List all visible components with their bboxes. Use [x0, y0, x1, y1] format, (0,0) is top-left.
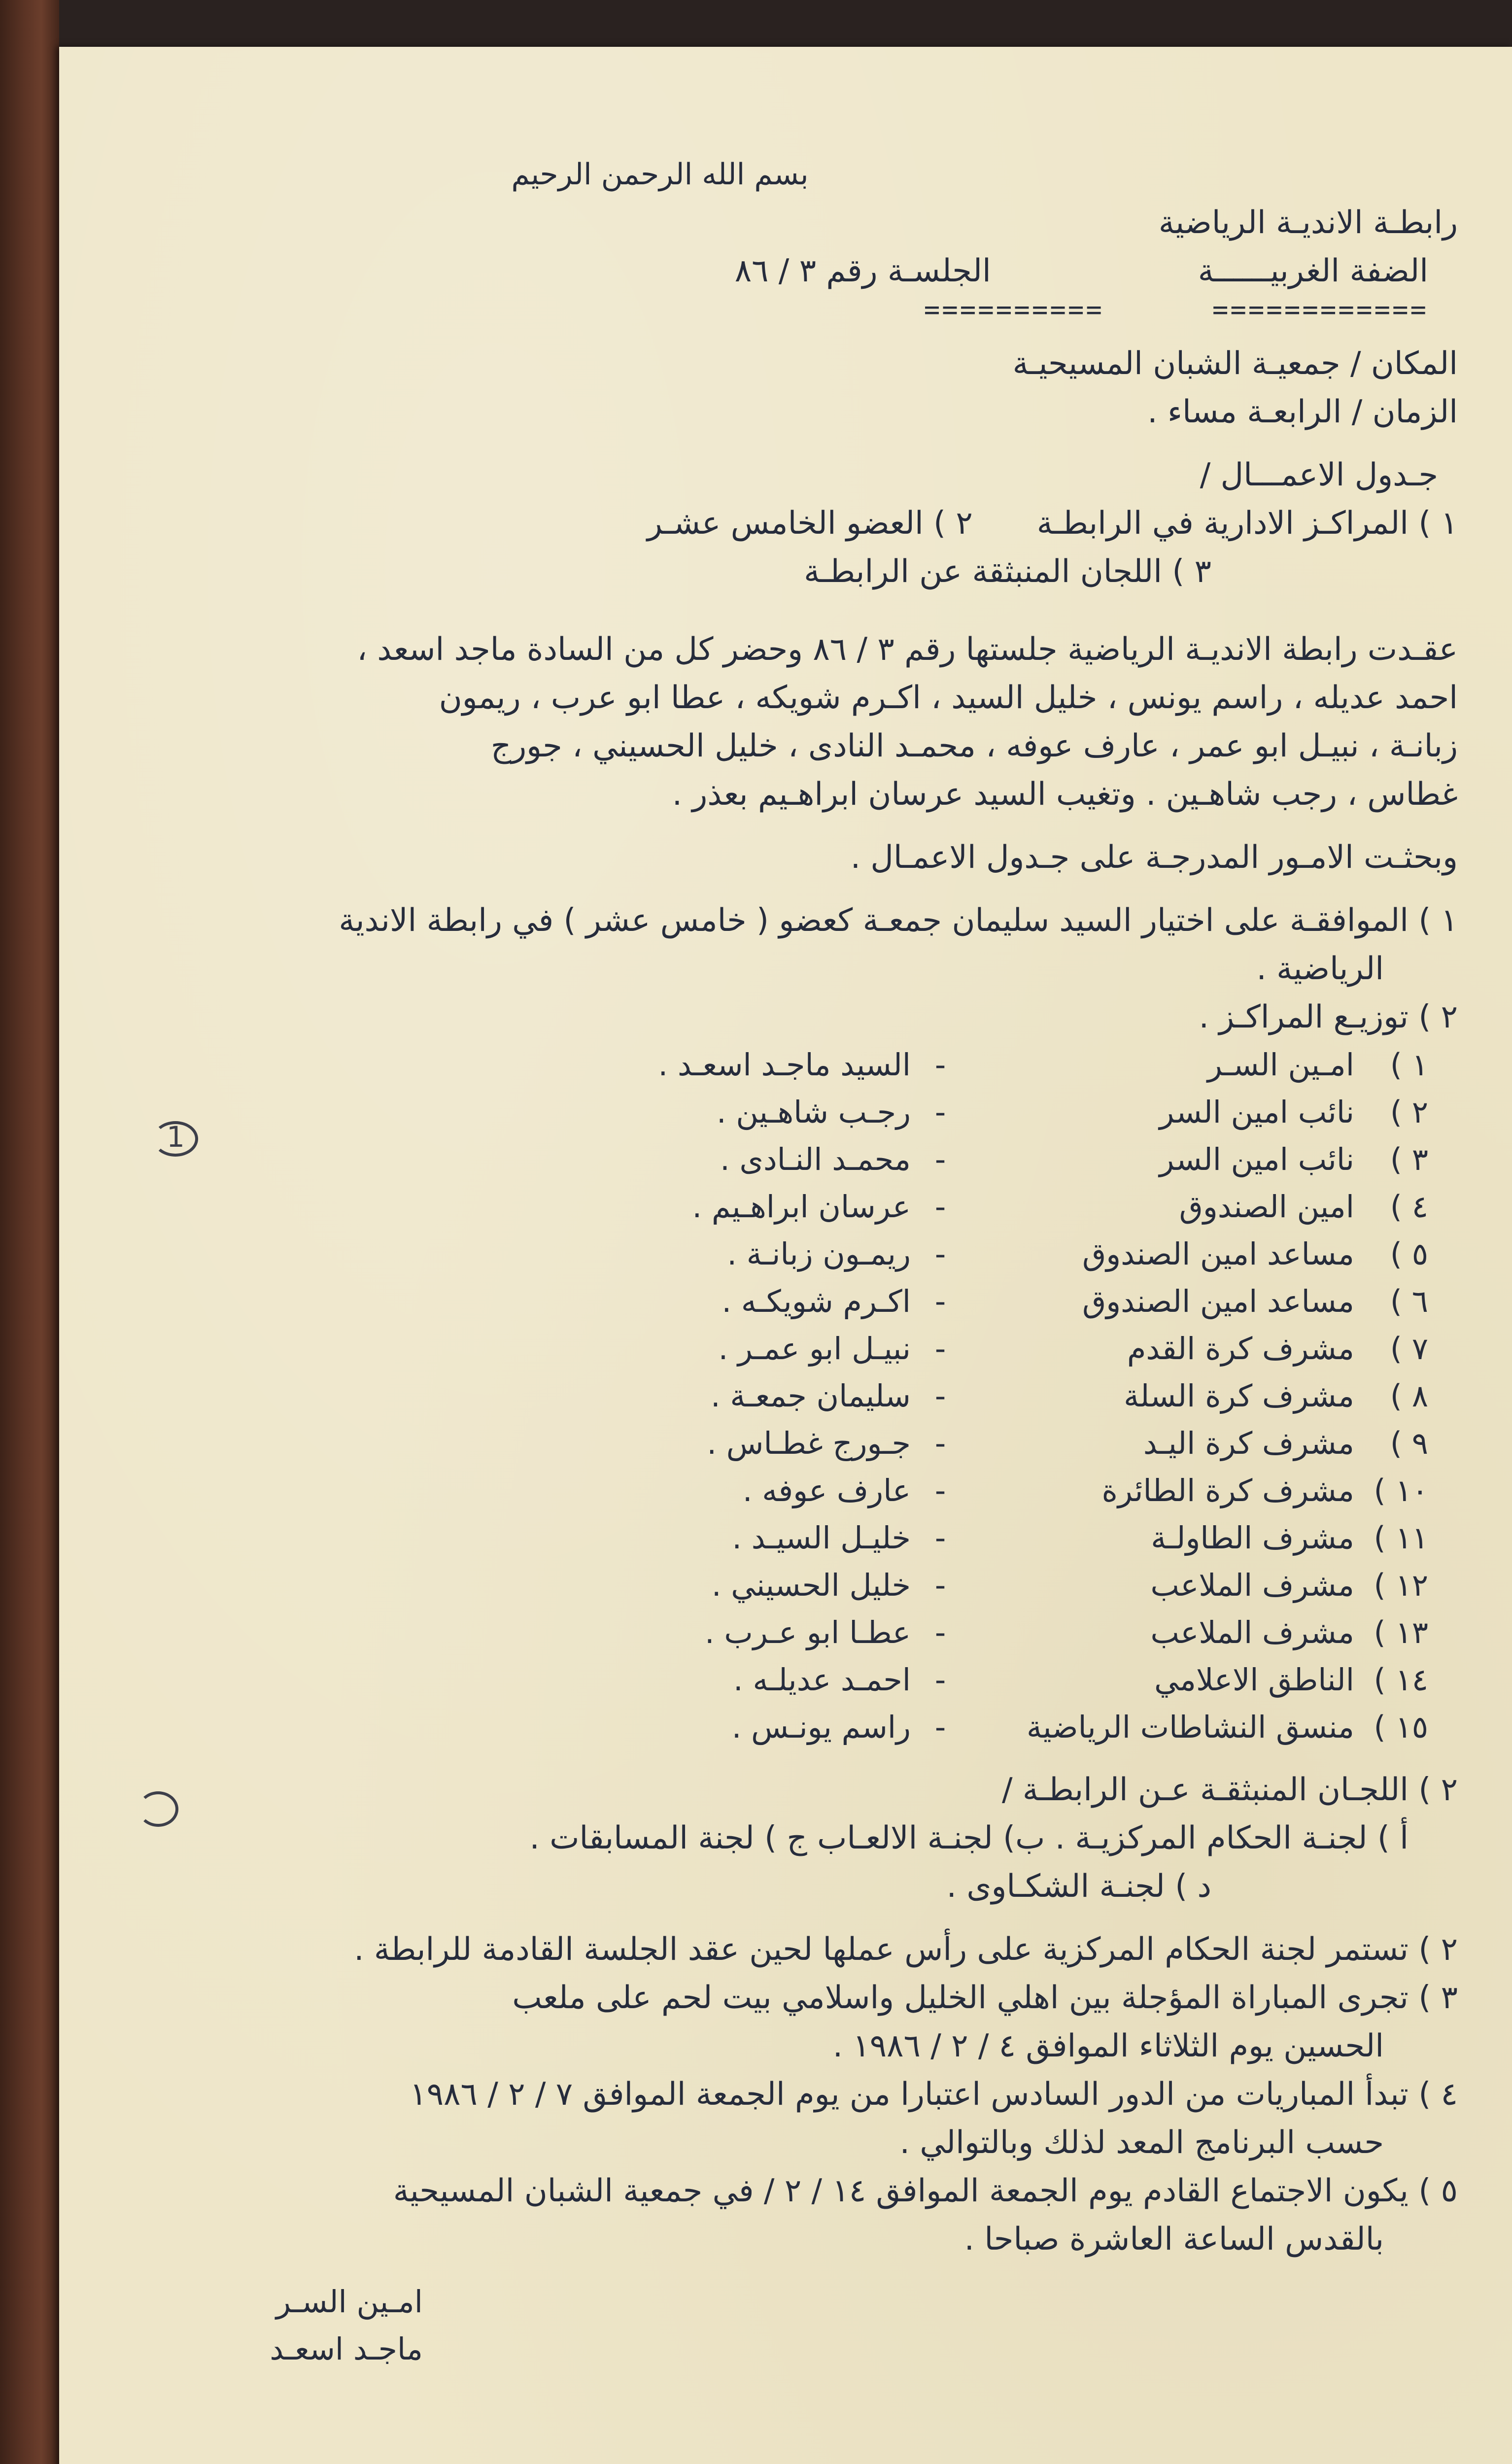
position-number: ٣ )	[1390, 1141, 1428, 1177]
position-number: ٢ )	[1390, 1094, 1428, 1130]
position-title: مشرف كرة القدم	[1127, 1331, 1354, 1367]
position-number: ١ )	[1390, 1047, 1428, 1083]
decision-line: الحسين يوم الثلاثاء الموافق ٤ / ٢ / ١٩٨٦ .	[832, 2028, 1384, 2064]
position-holder: سليمان جمعـة .	[710, 1378, 911, 1414]
committees-title: ٢ ) اللجـان المنبثقـة عـن الرابطـة /	[1001, 1772, 1458, 1808]
agenda-item-1: ١ ) المراكـز الادارية في الرابطـة	[1036, 505, 1458, 542]
position-row	[158, 1231, 1428, 1278]
position-row	[158, 1420, 1428, 1467]
header-row-1	[158, 199, 1458, 247]
decision-line: ٤ ) تبدأ المباريات من الدور السادس اعتبارا من يوم الجمعة الموافق ٧ / ٢ / ١٩٨٦	[410, 2076, 1458, 2113]
position-holder: جـورج غطـاس .	[707, 1425, 911, 1461]
position-title: نائب امين السر	[1159, 1094, 1354, 1130]
session-number: الجلسـة رقم ٣ / ٨٦	[734, 253, 991, 289]
decision-line: بالقدس الساعة العاشرة صباحا .	[964, 2221, 1384, 2258]
decision-line: ٣ ) تجرى المباراة المؤجلة بين اهلي الخليل واسلامي بيت لحم على ملعب	[512, 1980, 1458, 2016]
position-row	[158, 1089, 1428, 1136]
position-title: مشرف الطاولـة	[1151, 1520, 1354, 1556]
margin-circle-mark	[153, 1121, 198, 1157]
position-title: مشرف كرة السلة	[1124, 1378, 1354, 1414]
position-holder: عطـا ابو عـرب .	[705, 1614, 911, 1650]
position-title: مشرف كرة اليـد	[1143, 1425, 1354, 1461]
binder-spine	[0, 0, 59, 2464]
resolution-1-line: الرياضية .	[1256, 951, 1384, 987]
position-holder: محمـد النـادى .	[720, 1141, 911, 1177]
position-number: ٨ )	[1390, 1378, 1428, 1414]
agenda-row	[158, 499, 1458, 548]
position-title: امـين السـر	[1207, 1047, 1354, 1083]
agenda-item-3: ٣ ) اللجان المنبثقة عن الرابطـة	[804, 553, 1211, 590]
position-row	[158, 1136, 1428, 1183]
attendance-line: غطاس ، رجب شاهـين . وتغيب السيد عرسان ابراهـيم بعذر .	[672, 776, 1458, 813]
positions-title: ٢ ) توزيـع المراكـز .	[1199, 999, 1458, 1035]
position-holder: السيد ماجـد اسعـد .	[658, 1047, 911, 1083]
position-separator: -	[934, 1189, 946, 1225]
document-page	[59, 47, 1512, 2464]
position-number: ٤ )	[1390, 1189, 1428, 1225]
position-title: مشرف كرة الطائرة	[1101, 1472, 1354, 1508]
position-row	[158, 1325, 1428, 1372]
margin-curve-mark	[138, 1791, 178, 1827]
discussion-line: وبحثـت الامـور المدرجـة على جـدول الاعمـال .	[850, 839, 1458, 876]
position-separator: -	[934, 1141, 946, 1177]
org-name: رابطـة الانديـة الرياضية	[1158, 205, 1458, 241]
position-row	[158, 1609, 1428, 1656]
header-row-2	[158, 247, 1458, 295]
rule-left: ==========	[924, 294, 1104, 325]
signature-title: امـين السـر	[275, 2284, 423, 2320]
position-row	[158, 1467, 1428, 1514]
position-number: ١١ )	[1374, 1520, 1428, 1556]
position-separator: -	[934, 1614, 946, 1650]
position-holder: راسم يونـس .	[731, 1709, 911, 1745]
position-separator: -	[934, 1236, 946, 1272]
decision-line: ٥ ) يكون الاجتماع القادم يوم الجمعة الموافق ١٤ / ٢ / في جمعية الشبان المسيحية	[393, 2173, 1458, 2209]
signature-name: ماجـد اسعـد	[270, 2331, 423, 2367]
position-number: ١٠ )	[1374, 1472, 1428, 1508]
attendance-line: زبانـة ، نبيـل ابو عمر ، عارف عوفه ، محمـد النادى ، خليل الحسيني ، جورج	[490, 728, 1458, 764]
position-number: ٧ )	[1390, 1331, 1428, 1367]
position-row	[158, 1372, 1428, 1420]
position-row	[158, 1041, 1428, 1089]
position-separator: -	[934, 1520, 946, 1556]
position-title: منسق النشاطات الرياضية	[1026, 1709, 1354, 1745]
basmala: بسم الله الرحمن الرحيم	[511, 157, 809, 192]
position-separator: -	[934, 1283, 946, 1319]
position-title: مساعد امين الصندوق	[1082, 1283, 1354, 1319]
position-separator: -	[934, 1662, 946, 1698]
committees-line: أ ) لجنـة الحكام المركزيـة . ب) لجنـة الالعـاب ج ) لجنة المسابقات .	[529, 1820, 1409, 1856]
position-title: مساعد امين الصندوق	[1082, 1236, 1354, 1272]
rule-right: ============	[1212, 294, 1428, 325]
position-number: ٩ )	[1390, 1425, 1428, 1461]
position-holder: ريمـون زبانـة .	[727, 1236, 911, 1272]
position-separator: -	[934, 1425, 946, 1461]
position-title: مشرف الملاعب	[1150, 1567, 1354, 1603]
position-title: نائب امين السر	[1159, 1141, 1354, 1177]
position-row	[158, 1656, 1428, 1704]
resolution-1-line: ١ ) الموافقـة على اختيار السيد سليمان جمعـة كعضو ( خامس عشر ) في رابطة الاندية	[339, 902, 1458, 939]
position-holder: خليـل السيـد .	[732, 1520, 911, 1556]
document-body	[158, 150, 1458, 2464]
meeting-time: الزمان / الرابعـة مساء .	[1147, 394, 1458, 430]
attendance-line: عقـدت رابطة الانديـة الرياضية جلستها رقم ٣ / ٨٦ وحضر كل من السادة ماجد اسعد ،	[357, 631, 1458, 668]
position-row	[158, 1704, 1428, 1751]
position-row	[158, 1183, 1428, 1231]
position-number: ١٥ )	[1374, 1709, 1428, 1745]
position-holder: عارف عوفه .	[742, 1472, 911, 1508]
decision-line: ٢ ) تستمر لجنة الحكام المركزية على رأس عملها لحين عقد الجلسة القادمة للرابطة .	[354, 1931, 1458, 1968]
positions-list	[158, 1041, 1458, 1751]
position-separator: -	[934, 1047, 946, 1083]
position-number: ١٣ )	[1374, 1614, 1428, 1650]
position-separator: -	[934, 1094, 946, 1130]
header-rule	[158, 295, 1458, 325]
agenda-item-2: ٢ ) العضو الخامس عشـر	[647, 505, 973, 542]
position-number: ٦ )	[1390, 1283, 1428, 1319]
decision-line: حسب البرنامج المعد لذلك وبالتوالي .	[899, 2124, 1384, 2161]
position-title: امين الصندوق	[1179, 1189, 1354, 1225]
position-row	[158, 1562, 1428, 1609]
meeting-place: المكان / جمعيـة الشبان المسيحيـة	[1012, 345, 1458, 382]
position-holder: رجـب شاهـين .	[716, 1094, 911, 1130]
agenda-title: جـدول الاعمـــال /	[1200, 457, 1438, 493]
region-name: الضفة الغربيــــــة	[1198, 253, 1428, 289]
attendance-line: احمد عديله ، راسم يونس ، خليل السيد ، اكـرم شويكه ، عطا ابو عرب ، ريمون	[439, 680, 1458, 716]
position-row	[158, 1514, 1428, 1562]
position-separator: -	[934, 1472, 946, 1508]
position-separator: -	[934, 1331, 946, 1367]
position-row	[158, 1278, 1428, 1325]
position-separator: -	[934, 1709, 946, 1745]
position-separator: -	[934, 1378, 946, 1414]
position-holder: نبيـل ابو عمـر .	[718, 1331, 911, 1367]
position-number: ٥ )	[1390, 1236, 1428, 1272]
position-holder: احمـد عديلـه .	[733, 1662, 911, 1698]
position-holder: عرسان ابراهـيم .	[692, 1189, 911, 1225]
position-number: ١٢ )	[1374, 1567, 1428, 1603]
position-holder: اكـرم شويكـه .	[722, 1283, 911, 1319]
position-number: ١٤ )	[1374, 1662, 1428, 1698]
position-holder: خليل الحسيني .	[711, 1567, 911, 1603]
margin-mark-digit: 1	[167, 1120, 185, 1154]
position-title: الناطق الاعلامي	[1154, 1662, 1354, 1698]
committees-line: د ) لجنـة الشكـاوى .	[946, 1868, 1211, 1905]
position-separator: -	[934, 1567, 946, 1603]
position-title: مشرف الملاعب	[1150, 1614, 1354, 1650]
